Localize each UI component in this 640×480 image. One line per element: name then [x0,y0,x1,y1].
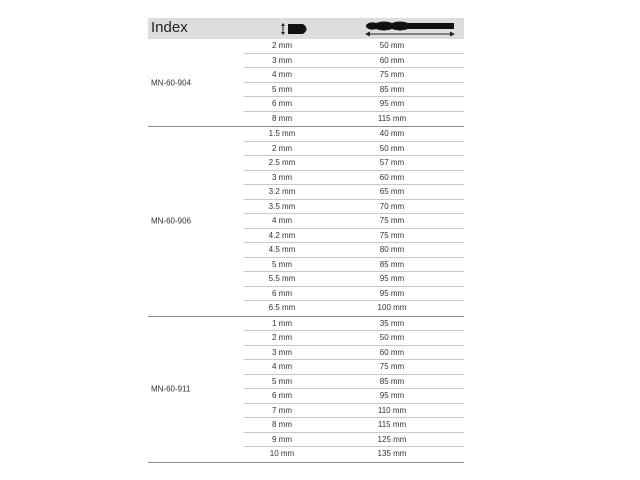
diameter-cell: 3.5 mm [268,201,296,211]
length-cell: 85 mm [379,376,405,386]
table-row [244,404,464,419]
length-cell: 60 mm [379,172,405,182]
drill-length-icon [364,19,456,37]
diameter-cell: 6 mm [272,288,292,298]
length-cell: 80 mm [379,245,405,254]
table-row [244,317,464,332]
diameter-cell: 1 mm [272,318,292,328]
length-cell: 95 mm [379,288,405,298]
length-cell: 75 mm [379,216,405,225]
length-cell: 60 mm [379,347,405,357]
length-cell: 50 mm [379,333,405,342]
diameter-cell: 5 mm [272,376,292,386]
table-row [244,331,464,346]
length-cell: 110 mm [377,405,407,415]
diameter-cell: 1.5 mm [268,129,296,138]
diameter-cell: 6 mm [272,391,292,400]
table-row [244,200,464,215]
length-cell: 50 mm [379,143,405,153]
drill-index-table [148,18,464,463]
length-cell: 75 mm [379,230,405,240]
length-cell: 50 mm [379,41,405,50]
table-row [244,229,464,244]
table-header [148,18,464,39]
diameter-cell: 6 mm [272,99,292,108]
length-cell: 70 mm [379,201,405,211]
diameter-cell: 4.2 mm [268,230,296,240]
table-row [244,433,464,448]
length-cell: 40 mm [379,129,405,138]
table-row [244,243,464,258]
table-row [244,272,464,287]
length-cell: 65 mm [379,187,405,196]
product-group [148,39,464,127]
table-row [244,127,464,142]
diameter-cell: 2 mm [272,143,292,153]
table-row [244,287,464,302]
diameter-cell: 6.5 mm [268,303,296,312]
diameter-cell: 3 mm [272,347,292,357]
product-code: MN-60-906 [151,216,192,226]
length-cell: 35 mm [379,318,405,328]
product-code: MN-60-911 [151,384,191,394]
product-group [148,127,464,317]
diameter-cell: 8 mm [272,420,292,429]
length-cell: 135 mm [377,449,407,458]
table-row [244,360,464,375]
diameter-cell: 4 mm [272,70,292,79]
table-row [244,214,464,229]
table-row [244,301,464,316]
table-row [244,54,464,69]
length-cell: 95 mm [379,99,405,108]
table-row [244,418,464,433]
product-code: MN-60-904 [151,78,192,87]
table-row [244,68,464,83]
table-row [244,39,464,54]
diameter-cell: 2 mm [272,41,292,50]
length-cell: 75 mm [379,362,405,371]
table-row [244,97,464,112]
diameter-cell: 7 mm [272,405,292,415]
table-row [244,258,464,273]
product-group [148,317,464,463]
diameter-cell: 2.5 mm [268,158,296,167]
table-row [244,389,464,404]
table-row [244,142,464,157]
table-row [244,185,464,200]
length-cell: 60 mm [379,55,405,65]
drill-diameter-icon [281,22,311,36]
length-cell: 75 mm [379,70,405,79]
length-cell: 125 mm [377,434,407,444]
table-title: Index [151,19,188,36]
diameter-cell: 3 mm [272,172,292,182]
table-row [244,171,464,186]
length-cell: 85 mm [379,84,405,94]
length-cell: 57 mm [379,158,405,167]
diameter-cell: 2 mm [272,333,292,342]
diameter-cell: 4 mm [272,362,292,371]
table-row [244,156,464,171]
diameter-cell: 5 mm [272,84,292,94]
table-row [244,346,464,361]
length-cell: 100 mm [377,303,407,312]
length-cell: 115 mm [377,113,407,123]
diameter-cell: 10 mm [269,449,295,458]
length-cell: 95 mm [379,274,405,283]
diameter-cell: 4.5 mm [268,245,296,254]
table-row [244,83,464,98]
diameter-cell: 9 mm [272,434,292,444]
length-cell: 95 mm [379,391,405,400]
diameter-cell: 5 mm [272,259,292,269]
table-row [244,112,464,127]
diameter-cell: 3.2 mm [268,187,296,196]
diameter-cell: 8 mm [272,113,292,123]
diameter-cell: 4 mm [272,216,292,225]
diameter-cell: 5.5 mm [268,274,296,283]
length-cell: 115 mm [377,420,407,429]
table-row [244,447,464,462]
length-cell: 85 mm [379,259,405,269]
table-row [244,375,464,390]
diameter-cell: 3 mm [272,55,292,65]
